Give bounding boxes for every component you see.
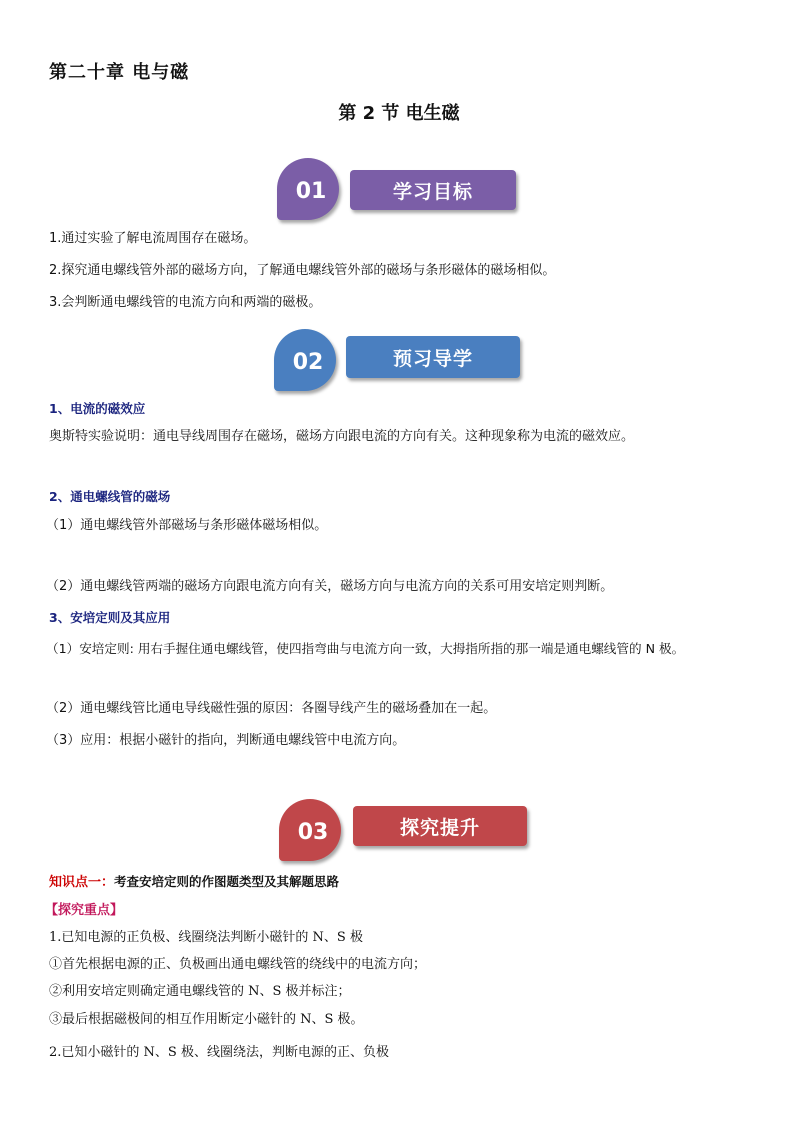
banner-label: 预习导学: [346, 336, 520, 378]
explore-item-3: ②利用安培定则确定通电螺线管的 N、S 极并标注；: [49, 984, 351, 999]
banner-objectives: [277, 158, 517, 206]
banner-label: 探究提升: [353, 806, 527, 846]
explore-item-2: ①首先根据电源的正、负极画出通电螺线管的绕线中的电流方向；: [49, 957, 427, 972]
explore-item-5: 2.已知小磁针的 N、S 极、线圈绕法，判断电源的正、负极: [49, 1045, 389, 1060]
preview-paragraph-2a: （1）通电螺线管外部磁场与条形磁体磁场相似。: [46, 518, 328, 533]
preview-heading-2: 2、通电螺线管的磁场: [49, 489, 171, 504]
preview-paragraph-3c: （3）应用：根据小磁针的指向，判断通电螺线管中电流方向。: [46, 733, 406, 748]
banner-preview: [274, 329, 524, 377]
banner-number-badge: 03: [279, 799, 341, 861]
objective-1: 1.通过实验了解电流周围存在磁场。: [49, 231, 257, 246]
knowledge-point-heading: [49, 873, 339, 892]
banner-label: 学习目标: [350, 170, 516, 210]
objective-3: 3.会判断通电螺线管的电流方向和两端的磁极。: [49, 295, 322, 310]
explore-item-1: 1.已知电源的正负极、线圈绕法判断小磁针的 N、S 极: [49, 930, 363, 945]
focus-label: 【探究重点】: [45, 903, 124, 918]
explore-item-4: ③最后根据磁极间的相互作用断定小磁针的 N、S 极。: [49, 1012, 364, 1027]
knowledge-point-title: 考查安培定则的作图题类型及其解题思路: [114, 874, 340, 889]
preview-heading-1: 1、电流的磁效应: [49, 401, 146, 416]
preview-heading-3: 3、安培定则及其应用: [49, 610, 171, 625]
banner-number-badge: 01: [277, 158, 339, 220]
objective-2: 2.探究通电螺线管外部的磁场方向，了解通电螺线管外部的磁场与条形磁体的磁场相似。: [49, 263, 556, 278]
banner-number-badge: 02: [274, 329, 336, 391]
preview-paragraph-3b: （2）通电螺线管比通电导线磁性强的原因：各圈导线产生的磁场叠加在一起。: [46, 701, 497, 716]
preview-paragraph-1: 奥斯特实验说明：通电导线周围存在磁场，磁场方向跟电流的方向有关。这种现象称为电流的磁效应。: [49, 429, 635, 444]
preview-paragraph-2b: （2）通电螺线管两端的磁场方向跟电流方向有关，磁场方向与电流方向的关系可用安培定则判断。: [46, 579, 614, 594]
chapter-title: 第二十章 电与磁: [49, 62, 190, 83]
preview-paragraph-3a: （1）安培定则: 用右手握住通电螺线管，使四指弯曲与电流方向一致，大拇指所指的那一端是通电螺线管的 N 极。: [46, 641, 685, 656]
knowledge-point-label: 知识点一：: [49, 875, 115, 890]
section-title: 第 2 节 电生磁: [338, 103, 460, 124]
banner-explore: [279, 799, 529, 847]
